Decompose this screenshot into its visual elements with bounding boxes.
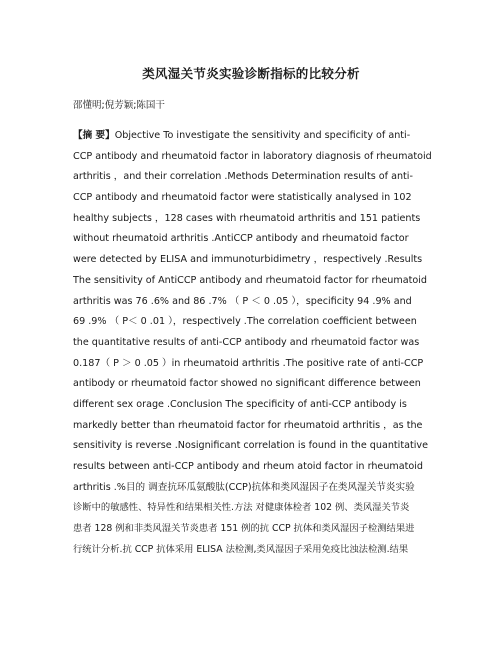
abstract-line: results between anti-CCP antibody and rheum atoid factor in rheumatoid — [73, 461, 424, 472]
abstract-line-text: Objective To investigate the sensitivity and specificity of anti- — [114, 130, 411, 141]
abstract-line: 0.187（ P ＞ 0 .05 ）in rheumatoid arthritis .The positive rate of anti-CCP — [73, 357, 424, 369]
abstract-line: sensitivity is reverse .Nosignificant correlation is found in the quantitative — [73, 440, 428, 452]
abstract-line: antibody or rheumatoid factor showed no significant difference between — [73, 378, 421, 390]
abstract-line-chinese: 患者 128 例和非类风湿关节炎患者 151 例的抗 CCP 抗体和类风湿因子检测结果进 — [73, 523, 415, 535]
abstract-line: 69 .9% （ P＜ 0 .01 ），respectively .The correlation coefficient between — [73, 316, 417, 328]
abstract-line: without rheumatoid arthritis .AntiCCP antibody and rheumatoid factor — [73, 233, 409, 245]
abstract-line: the quantitative results of anti-CCP antibody and rheumatoid factor was — [73, 336, 420, 348]
abstract-line: markedly better than rheumatoid factor for rheumatoid arthritis ，as the — [73, 419, 423, 431]
abstract-line: CCP antibody and rheumatoid factor in laboratory diagnosis of rheumatoid — [73, 150, 432, 162]
abstract-line-chinese: 行统计分析.抗 CCP 抗体采用 ELISA 法检测,类风湿因子采用免疫比浊法检测.结果 — [73, 543, 409, 555]
abstract-line: healthy subjects ，128 cases with rheumatoid arthritis and 151 patients — [73, 212, 421, 224]
abstract-line — [73, 126, 433, 147]
abstract-line-chinese: 诊断中的敏感性、特异性和结果相关性.方法 对健康体检者 102 例、类风湿关节炎 — [73, 502, 410, 514]
abstract-line: different sex orage .Conclusion The specificity of anti-CCP antibody is — [73, 398, 407, 410]
paper-title: 类风湿关节炎实验诊断指标的比较分析 — [142, 66, 360, 81]
abstract-line: arthritis ，and their correlation .Methods Determination results of anti- — [73, 171, 413, 183]
abstract-line: arthritis .%目的 调查抗环瓜氨酸肽(CCP)抗体和类风湿因子在类风湿关节炎实验 — [73, 481, 415, 493]
abstract-label: 【摘 要】 — [73, 130, 115, 141]
paper-authors: 邵懂明;倪芳颖;陈国干 — [73, 100, 165, 111]
abstract-line: CCP antibody and rheumatoid factor were statistically analysed in 102 — [73, 192, 412, 204]
abstract-line: arthritis was 76 .6% and 86 .7% （ P ＜ 0 .05 ），specificity 94 .9% and — [73, 295, 412, 307]
abstract-line: The sensitivity of AntiCCP antibody and rheumatoid factor for rheumatoid — [73, 274, 428, 286]
abstract-line: were detected by ELISA and immunoturbidimetry ，respectively .Results — [73, 254, 423, 266]
abstract-body — [73, 126, 433, 560]
